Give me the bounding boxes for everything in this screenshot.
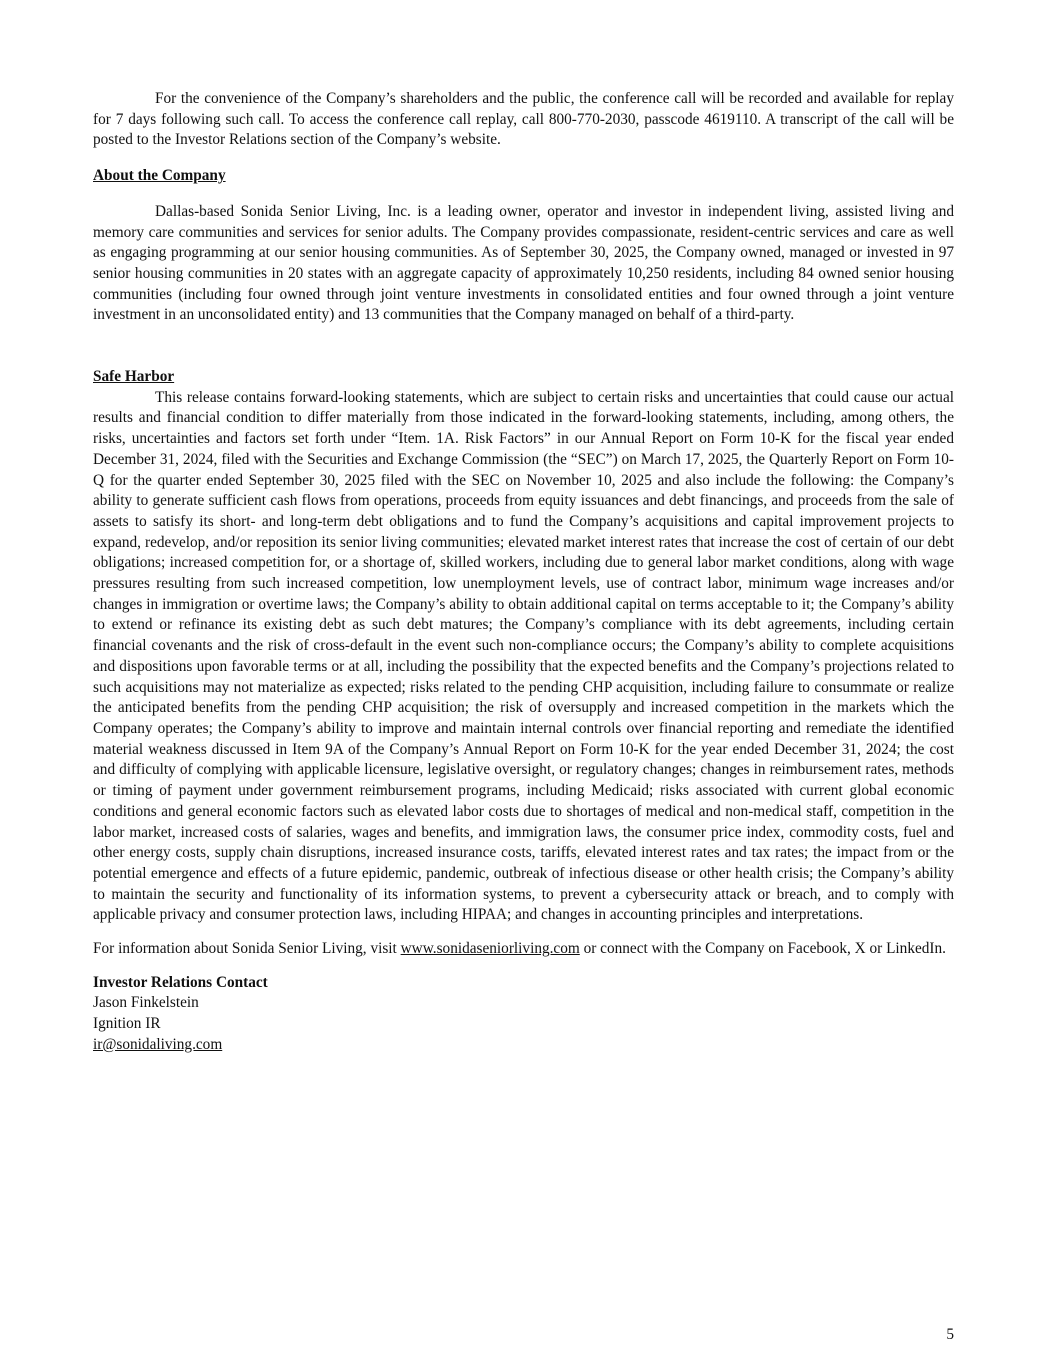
safe-harbor-heading: Safe Harbor xyxy=(93,368,175,386)
replay-paragraph: For the convenience of the Company’s shareholders and the public, the conference call will be recorded and available for replay for 7 days following such call. To access the conference call replay, call 800-770-2030, passcode 4619110. A transcript of the call will be posted to the Investor Relations section of the Company’s website. xyxy=(93,90,954,149)
page-number: 5 xyxy=(946,1326,954,1343)
about-heading: About the Company xyxy=(93,167,226,185)
spacer xyxy=(93,960,954,973)
contact-email-link[interactable]: ir@sonidaliving.com xyxy=(93,1035,223,1053)
contact-firm: Ignition IR xyxy=(93,1015,161,1033)
safe-harbor-paragraph: This release contains forward-looking statements, which are subject to certain risks and uncertainties that could cause our actual results and financial condition to differ materially from those indicated in the forward-looking statements, including, among others, the risks, uncertainties and factors set forth under “Item. 1A. Risk Factors” in our Annual Report on Form 10-K for the fiscal year ended December 31, 2024, filed with the Securities and Exchange Commission (the “SEC”) on March 17, 2025, the Quarterly Report on Form 10-Q for the quarter ended September 30, 2025 filed with the SEC on November 10, 2025 and also include the following: the Company’s ability to generate sufficient cash flows from operations, proceeds from equity issuances and debt financings, and proceeds from the sale of assets to satisfy its short- and long-term debt obligations and to fund the Company’s acquisitions and capital improvement projects to expand, redevelop, and/or reposition its senior living communities; elevated market interest rates that increase the cost of certain of our debt obligations; increased competition for, or a shortage of, skilled workers, including due to general labor market conditions, along with wage pressures resulting from such increased competition, low unemployment levels, use of contract labor, minimum wage increases and/or changes in immigration or overtime laws; the Company’s ability to obtain additional capital on terms acceptable to it; the Company’s ability to extend or refinance its existing debt as such debt matures; the Company’s compliance with its debt agreements, including certain financial covenants and the risk of cross-default in the event such non-compliance occurs; the Company’s ability to complete acquisitions and dispositions upon favorable terms or at all, including the possibility that the expected benefits and the Company’s projections related to such acquisitions may not materialize as expected; risks related to the pending CHP acquisition, including failure to consummate or realize the anticipated benefits from the pending CHP acquisition; the risk of oversupply and increased competition in the markets which the Company operates; the Company’s ability to improve and maintain internal controls over financial reporting and remediate the identified material weakness discussed in Item 9A of the Company’s Annual Report on Form 10-K for the year ended December 31, 2024; the cost and difficulty of complying with applicable licensure, legislative oversight, or regulatory changes; changes in reimbursement rates, methods or timing of payment under government reimbursement programs, including Medicaid; risks associated with current global economic conditions and general economic factors such as elevated labor costs due to shortages of medical and non-medical staff, competition in the labor market, increased costs of salaries, wages and benefits, and immigration laws, the consumer price index, commodity costs, fuel and other energy costs, supply chain disruptions, increased insurance costs, tariffs, elevated interest rates and tax rates; the impact from or the potential emergence and effects of a future epidemic, pandemic, outbreak of infectious disease or other health crisis; the Company’s ability to maintain the security and functionality of its information systems, to prevent a cybersecurity attack or breach, and to comply with applicable privacy and consumer protection laws, including HIPAA; and changes in accounting principles and interpretations. xyxy=(93,388,954,924)
contact-email xyxy=(93,1035,954,1056)
info-paragraph xyxy=(93,939,954,960)
document-body xyxy=(93,89,954,1056)
about-paragraph: Dallas-based Sonida Senior Living, Inc. is a leading owner, operator and investor in independent living, assisted living and memory care communities and services for senior adults. The Company provides compassionate, resident-centric services and care as well as engaging programming at our senior housing communities. As of September 30, 2025, the Company owned, managed or invested in 97 senior housing communities in 20 states with an aggregate capacity of approximately 10,250 residents, including 84 owned senior housing communities (including four owned through joint venture investments in consolidated entities and four owned through a joint venture investment in an unconsolidated entity) and 13 communities that the Company managed on behalf of a third-party. xyxy=(93,202,954,324)
spacer xyxy=(93,326,954,367)
contact-heading: Investor Relations Contact xyxy=(93,973,268,991)
spacer xyxy=(93,926,954,939)
website-link[interactable]: www.sonidaseniorliving.com xyxy=(400,940,580,958)
spacer xyxy=(93,187,954,202)
info-suffix: or connect with the Company on Facebook, X or LinkedIn. xyxy=(579,940,946,958)
spacer xyxy=(93,151,954,166)
info-prefix: For information about Sonida Senior Living, visit xyxy=(93,940,401,958)
contact-name: Jason Finkelstein xyxy=(93,994,199,1012)
